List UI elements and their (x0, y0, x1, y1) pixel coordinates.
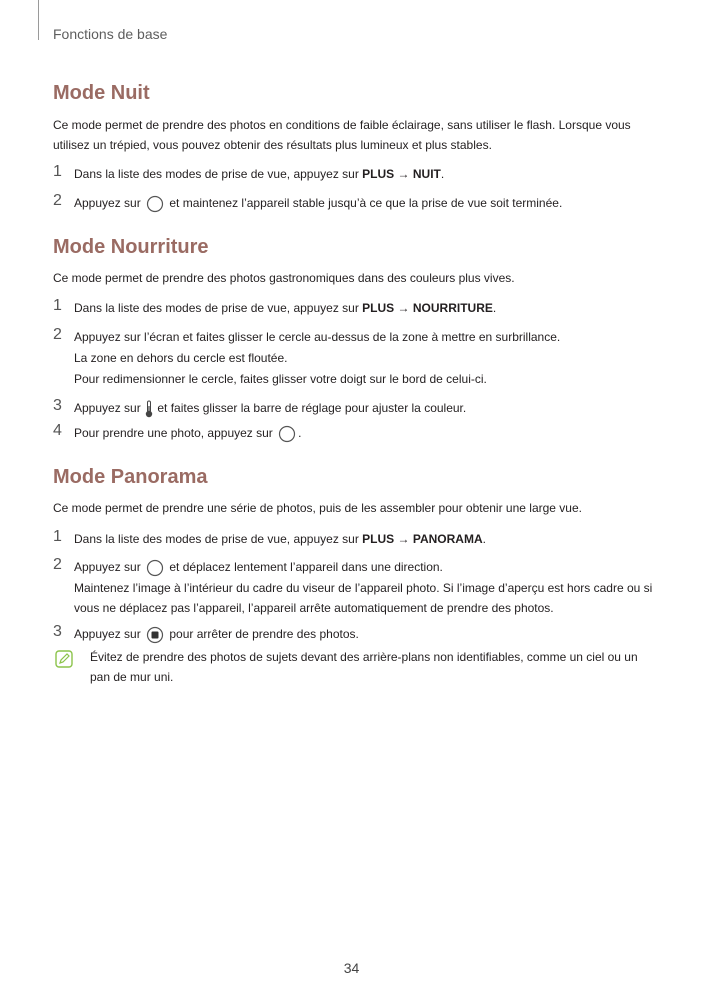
panorama-note: Évitez de prendre des photos de sujets devant des arrière-plans non identifiables, comme un ciel ou un pan de mur uni. (90, 650, 638, 684)
food-step3: Appuyez sur et faites glisser la barre de réglage pour ajuster la couleur. (74, 398, 654, 418)
food-intro: Ce mode permet de prendre des photos gastronomiques dans des couleurs plus vives. (53, 271, 515, 285)
night-step2-number: 2 (53, 192, 62, 209)
food-step2-number: 2 (53, 326, 62, 343)
stop-button-icon (146, 626, 164, 644)
panorama-step2: Appuyez sur et déplacez lentement l’appareil dans une direction. (74, 557, 654, 577)
panorama-step3: Appuyez sur pour arrêter de prendre des photos. (74, 624, 654, 644)
night-step1-number: 1 (53, 163, 62, 180)
panorama-step1: Dans la liste des modes de prise de vue, appuyez sur PLUS → PANORAMA. (74, 532, 486, 546)
header-rule (38, 0, 39, 40)
food-step3-number: 3 (53, 397, 62, 414)
panorama-step2-sub: Maintenez l’image à l’intérieur du cadre du viseur de l’appareil photo. Si l’image d’aperçu est hors cadre ou si vous ne déplacez pas l’appareil, l’appareil arrête automatiquement de prendre des photos. (74, 581, 653, 615)
page-number: 34 (343, 960, 360, 976)
shutter-button-icon (146, 559, 164, 577)
panorama-step2-number: 2 (53, 556, 62, 573)
section-title-panorama: Mode Panorama (53, 466, 208, 488)
food-step2: Appuyez sur l’écran et faites glisser le cercle au-dessus de la zone à mettre en surbrillance. (74, 330, 561, 344)
shutter-button-icon (146, 195, 164, 213)
night-step1: Dans la liste des modes de prise de vue, appuyez sur PLUS → NUIT. (74, 167, 445, 181)
food-step4-number: 4 (53, 422, 62, 439)
food-step2-sub1: La zone en dehors du cercle est floutée. (74, 351, 288, 365)
panorama-step3-number: 3 (53, 623, 62, 640)
note-icon (55, 650, 73, 668)
panorama-intro: Ce mode permet de prendre une série de photos, puis de les assembler pour obtenir une large vue. (53, 501, 582, 515)
food-step4: Pour prendre une photo, appuyez sur . (74, 423, 654, 443)
night-step2: Appuyez sur et maintenez l’appareil stable jusqu’à ce que la prise de vue soit terminée. (74, 193, 654, 213)
thermometer-icon (144, 400, 154, 418)
food-step1: Dans la liste des modes de prise de vue, appuyez sur PLUS → NOURRITURE. (74, 301, 497, 315)
page-header: Fonctions de base (53, 26, 168, 42)
panorama-step1-number: 1 (53, 528, 62, 545)
section-title-night: Mode Nuit (53, 82, 150, 104)
night-intro: Ce mode permet de prendre des photos en conditions de faible éclairage, sans utiliser le flash. Lorsque vous utilisez un trépied, vous pouvez obtenir des résultats plus lumineux et plus stables. (53, 118, 631, 152)
food-step1-number: 1 (53, 297, 62, 314)
shutter-button-icon (278, 425, 296, 443)
section-title-food: Mode Nourriture (53, 236, 209, 258)
food-step2-sub2: Pour redimensionner le cercle, faites glisser votre doigt sur le bord de celui-ci. (74, 372, 487, 386)
